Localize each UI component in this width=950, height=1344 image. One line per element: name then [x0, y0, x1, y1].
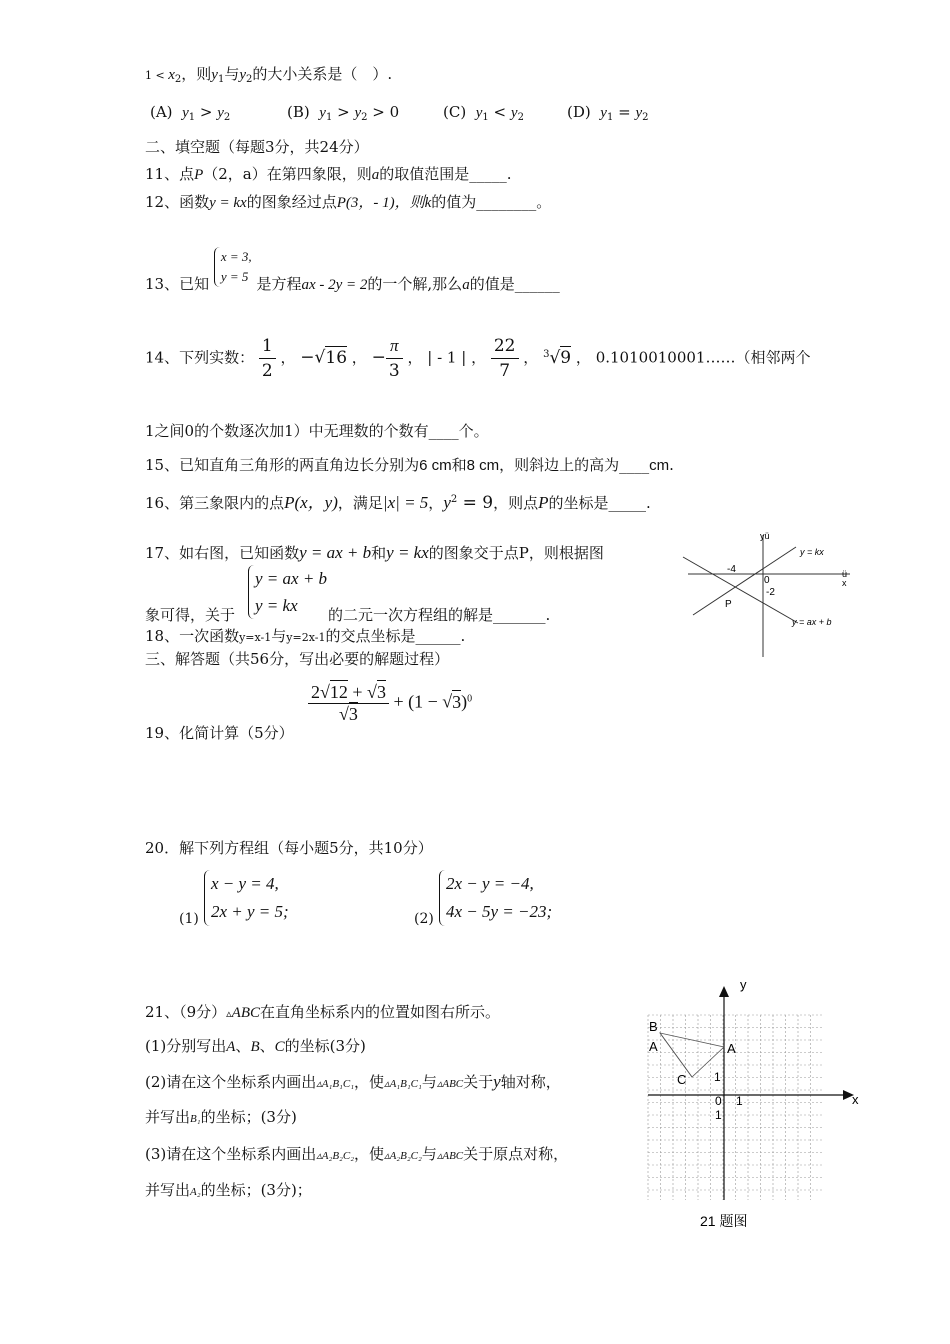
- q21-tick-y1: 1: [714, 1070, 721, 1084]
- q16: 16、第三象限内的点P(x，y)，满足|x| = 5，$y^2 = 9$，则点P的坐标是_____.: [145, 493, 651, 513]
- q17-line-kx: [693, 547, 796, 615]
- q17-origin: 0: [764, 575, 770, 586]
- q17-y-label: yü: [760, 531, 770, 541]
- q17-tick-neg2: -2: [766, 587, 775, 598]
- q13-system: x = 3, y = 5: [214, 247, 252, 287]
- q14: 14、下列实数： $\frac{1}{2}$ ， −√16 ， − $\frac{\pi}{3}$ ， | - 1 | ， $\frac{22}{7}$ ， $^3$√9 ， 0.1010010001……（相邻两个: [145, 336, 811, 381]
- q21-tick-below: 1: [715, 1108, 722, 1122]
- q10-option-a: (A) $y_1 > y_2$: [150, 103, 231, 123]
- q21-part-2: (2)请在这个坐标系内画出▵A₁B₁C₁，使▵A₁B₁C₁与▵ABC关于y轴对称，: [145, 1072, 561, 1091]
- q10-option-c: (C) $y_1 < y_2$: [443, 103, 524, 123]
- q19-expression: $\frac{2√12 + √3}{√3}$ + $(1 - √3)^0$: [308, 682, 472, 725]
- q21-caption: 21 题图: [700, 1213, 748, 1229]
- q13: 13、已知 x = 3, y = 5 是方程ax - 2y = 2的一个解,那么a的值是______: [145, 249, 560, 293]
- q17-x-name: x: [842, 578, 847, 588]
- fraction-22-7: $\frac{22}{7}$: [491, 334, 519, 383]
- q21-part-2-line2: 并写出B₁的坐标；(3分): [145, 1108, 297, 1126]
- q17-line2: 象可得，关于 的二元一次方程组的解是_______.: [145, 606, 551, 624]
- q21-y-label: y: [740, 977, 747, 992]
- q21-x-label: x: [852, 1092, 859, 1107]
- q20-heading: 20．解下列方程组（每小题5分，共10分）: [145, 839, 433, 857]
- fraction-one-half: $\frac{1}{2}$: [259, 334, 276, 383]
- q17-tick-neg4: -4: [727, 564, 736, 575]
- q21-label-b: B: [649, 1019, 658, 1034]
- section-3-heading: 三、解答题（共56分，写出必要的解题过程）: [145, 650, 450, 668]
- q21-part-1: (1)分别写出A、B、C的坐标(3分): [145, 1037, 366, 1055]
- q17-label-axb: y = ax + b: [792, 617, 832, 627]
- q21-part-3-line2: 并写出A₂的坐标；(3分)；: [145, 1181, 312, 1199]
- q21-segment: [660, 1033, 692, 1077]
- q20-system-1: (1) x − y = 4, 2x + y = 5;: [179, 870, 289, 927]
- q21-graph: [640, 975, 870, 1230]
- q17-point-p: P: [725, 599, 732, 610]
- q20-system-2: (2) 2x − y = −4, 4x − 5y = −23;: [414, 870, 552, 927]
- q21-label-c: C: [677, 1072, 687, 1087]
- q19-label: 19、化简计算（5分）: [145, 724, 294, 742]
- q15: 15、已知直角三角形的两直角边长分别为6 cm和8 cm，则斜边上的高为____cm.: [145, 456, 674, 474]
- q10-option-b: (B) $y_1 > y_2 > 0$: [287, 103, 400, 123]
- q21-y-arrow: [719, 986, 729, 997]
- section-2-heading: 二、填空题（每题3分，共24分）: [145, 138, 369, 156]
- q10-stem: $1 < x_2$，则$y_1$与$y_2$的大小关系是（ ）.: [145, 65, 393, 85]
- q21-tick-x1: 1: [736, 1094, 743, 1108]
- q21-label-a-left: A: [649, 1039, 658, 1054]
- q17-x-label: ü: [842, 569, 848, 579]
- q21-origin: 0: [715, 1094, 722, 1108]
- q17: 17、如右图，已知函数y = ax + b和y = kx的图象交于点P，则根据图: [145, 543, 604, 562]
- q10-option-d: (D) $y_1 = y_2$: [567, 103, 649, 123]
- q17-system: y = ax + b y = kx: [248, 565, 327, 619]
- q18: 18、一次函数y=x-1与y=2x-1的交点坐标是______.: [145, 627, 466, 645]
- q12: 12、函数y = kx的图象经过点P(3，- 1)，则k的值为________。: [145, 193, 552, 211]
- q21-part-3: (3)请在这个坐标系内画出▵A₂B₂C₂，使▵A₂B₂C₂与▵ABC关于原点对称，: [145, 1145, 569, 1163]
- q17-graph: [678, 527, 858, 662]
- q17-label-kx: y = kx: [800, 547, 824, 557]
- q14-line2: 1之间0的个数逐次加1）中无理数的个数有____个。: [145, 422, 489, 440]
- q11: 11、点P（2，a）在第四象限，则a的取值范围是_____.: [145, 165, 512, 183]
- q17-line-axb: [683, 557, 798, 623]
- q21-heading: 21、（9分）▵ABC在直角坐标系内的位置如图右所示。: [145, 1003, 501, 1021]
- q21-label-a-right: A: [727, 1041, 736, 1056]
- fraction-pi-third: $\frac{\pi}{3}$: [386, 334, 403, 383]
